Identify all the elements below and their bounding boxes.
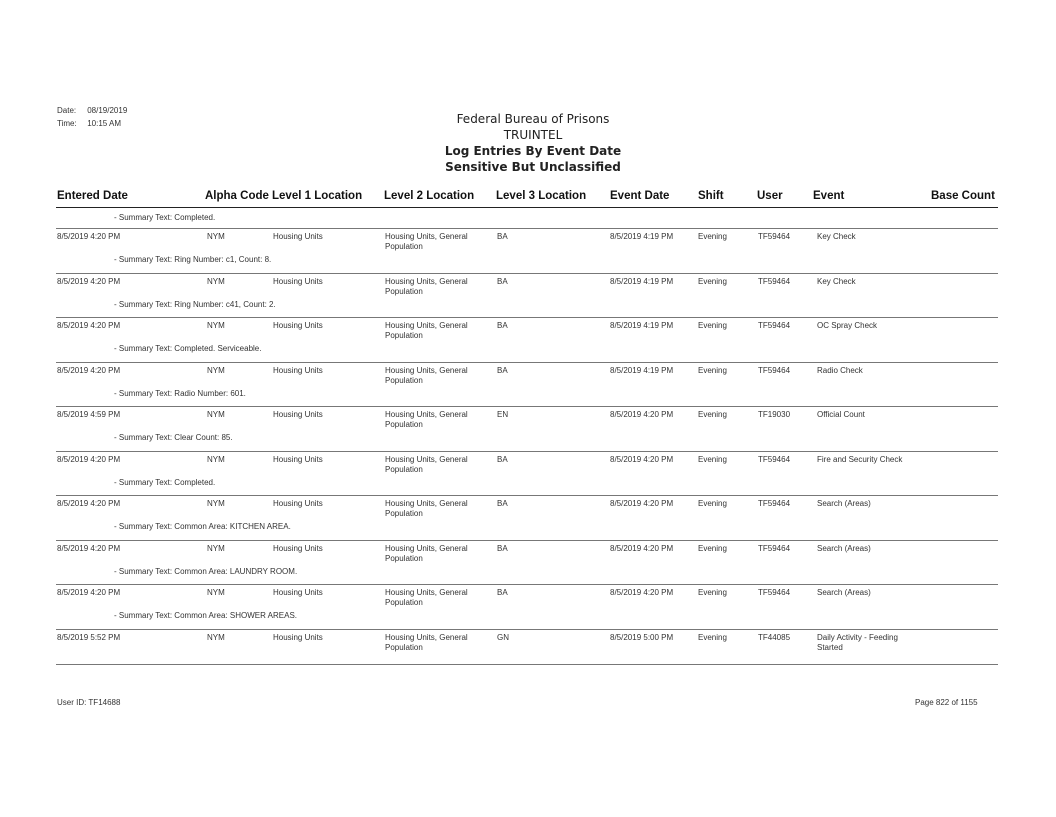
alpha-code-cell: NYM	[207, 588, 225, 597]
shift-cell: Evening	[698, 633, 727, 642]
col-level2-location: Level 2 Location	[384, 190, 475, 202]
header-rule	[56, 207, 998, 208]
level3-location-cell: BA	[497, 588, 508, 597]
summary-text: - Summary Text: Ring Number: c1, Count: 8.	[114, 255, 272, 264]
level3-location-cell: GN	[497, 633, 509, 642]
summary-text: - Summary Text: Clear Count: 85.	[114, 433, 233, 442]
level2-location-cell: Housing Units, General Population	[385, 232, 468, 251]
summary-text: - Summary Text: Radio Number: 601.	[114, 389, 246, 398]
col-alpha-code: Alpha Code	[205, 190, 269, 202]
level2-location-cell: Housing Units, General Population	[385, 633, 468, 652]
entered-date-cell: 8/5/2019 4:20 PM	[57, 277, 121, 286]
level3-location-cell: EN	[497, 410, 509, 419]
event-cell: OC Spray Check	[817, 321, 878, 330]
user-cell: TF44085	[758, 633, 791, 642]
alpha-code-cell: NYM	[207, 366, 225, 375]
user-id-value: TF14688	[88, 698, 121, 707]
footer-user-id	[57, 698, 120, 707]
user-cell: TF59464	[758, 366, 791, 375]
summary-text: - Summary Text: Completed.	[114, 478, 216, 487]
shift-cell: Evening	[698, 588, 727, 597]
alpha-code-cell: NYM	[207, 410, 225, 419]
row-rule	[56, 451, 998, 452]
row-rule	[56, 406, 998, 407]
alpha-code-cell: NYM	[207, 633, 225, 642]
level1-location-cell: Housing Units	[273, 633, 323, 642]
shift-cell: Evening	[698, 321, 727, 330]
user-id-label: User ID:	[57, 698, 87, 707]
user-cell: TF59464	[758, 544, 791, 553]
level2-location-cell: Housing Units, General Population	[385, 410, 468, 429]
level3-location-cell: BA	[497, 277, 508, 286]
level3-location-cell: BA	[497, 544, 508, 553]
summary-text: - Summary Text: Ring Number: c41, Count: 2.	[114, 300, 276, 309]
col-user: User	[757, 190, 783, 202]
row-rule	[56, 629, 998, 630]
event-date-cell: 8/5/2019 4:19 PM	[610, 277, 674, 286]
event-cell: Fire and Security Check	[817, 455, 903, 464]
level1-location-cell: Housing Units	[273, 366, 323, 375]
event-cell: Search (Areas)	[817, 499, 871, 508]
entered-date-cell: 8/5/2019 5:52 PM	[57, 633, 121, 642]
row-rule	[56, 540, 998, 541]
report-titles	[0, 111, 1056, 175]
level1-location-cell: Housing Units	[273, 588, 323, 597]
alpha-code-cell: NYM	[207, 455, 225, 464]
event-date-cell: 8/5/2019 4:20 PM	[610, 544, 674, 553]
summary-text: - Summary Text: Common Area: KITCHEN AREA.	[114, 522, 291, 531]
event-date-cell: 8/5/2019 4:19 PM	[610, 232, 674, 241]
time-label: Time:	[57, 119, 77, 128]
level3-location-cell: BA	[497, 499, 508, 508]
system-title: TRUINTEL	[503, 128, 563, 142]
report-title: Log Entries By Event Date	[444, 144, 622, 158]
entered-date-cell: 8/5/2019 4:59 PM	[57, 410, 121, 419]
alpha-code-cell: NYM	[207, 544, 225, 553]
org-title: Federal Bureau of Prisons	[456, 112, 610, 126]
level2-location-cell: Housing Units, General Population	[385, 544, 468, 563]
user-cell: TF19030	[758, 410, 791, 419]
shift-cell: Evening	[698, 277, 727, 286]
alpha-code-cell: NYM	[207, 277, 225, 286]
level1-location-cell: Housing Units	[273, 544, 323, 553]
shift-cell: Evening	[698, 410, 727, 419]
event-cell: Official Count	[817, 410, 865, 419]
shift-cell: Evening	[698, 455, 727, 464]
col-event-date: Event Date	[610, 190, 670, 202]
page-number: Page 822 of 1155	[915, 698, 978, 707]
summary-text: - Summary Text: Common Area: SHOWER AREAS.	[114, 611, 298, 620]
entered-date-cell: 8/5/2019 4:20 PM	[57, 544, 121, 553]
row-rule	[56, 317, 998, 318]
summary-text: - Summary Text: Completed. Serviceable.	[114, 344, 262, 353]
event-date-cell: 8/5/2019 4:20 PM	[610, 588, 674, 597]
row-rule	[56, 362, 998, 363]
level2-location-cell: Housing Units, General Population	[385, 588, 468, 607]
row-rule	[56, 584, 998, 585]
user-cell: TF59464	[758, 499, 791, 508]
user-cell: TF59464	[758, 321, 791, 330]
level2-location-cell: Housing Units, General Population	[385, 277, 468, 296]
col-base-count: Base Count	[931, 190, 995, 202]
leading-summary: - Summary Text: Completed.	[114, 213, 216, 222]
row-rule	[56, 228, 998, 229]
level3-location-cell: BA	[497, 321, 508, 330]
date-label: Date:	[57, 106, 77, 115]
event-date-cell: 8/5/2019 4:20 PM	[610, 499, 674, 508]
user-cell: TF59464	[758, 455, 791, 464]
entered-date-cell: 8/5/2019 4:20 PM	[57, 499, 121, 508]
col-shift: Shift	[698, 190, 724, 202]
level1-location-cell: Housing Units	[273, 232, 323, 241]
col-entered-date: Entered Date	[57, 190, 128, 202]
user-cell: TF59464	[758, 232, 791, 241]
level3-location-cell: BA	[497, 232, 508, 241]
level1-location-cell: Housing Units	[273, 410, 323, 419]
level3-location-cell: BA	[497, 455, 508, 464]
event-cell: Radio Check	[817, 366, 863, 375]
col-event: Event	[813, 190, 845, 202]
time-value: 10:15 AM	[87, 119, 122, 128]
event-cell: Search (Areas)	[817, 544, 871, 553]
level1-location-cell: Housing Units	[273, 499, 323, 508]
user-cell: TF59464	[758, 277, 791, 286]
shift-cell: Evening	[698, 544, 727, 553]
event-cell: Daily Activity - Feeding Started	[817, 633, 898, 652]
entered-date-cell: 8/5/2019 4:20 PM	[57, 321, 121, 330]
level3-location-cell: BA	[497, 366, 508, 375]
entered-date-cell: 8/5/2019 4:20 PM	[57, 588, 121, 597]
shift-cell: Evening	[698, 366, 727, 375]
level2-location-cell: Housing Units, General Population	[385, 499, 468, 518]
event-cell: Search (Areas)	[817, 588, 871, 597]
row-rule	[56, 495, 998, 496]
event-cell: Key Check	[817, 232, 856, 241]
event-date-cell: 8/5/2019 5:00 PM	[610, 633, 674, 642]
date-value: 08/19/2019	[87, 106, 128, 115]
event-date-cell: 8/5/2019 4:19 PM	[610, 366, 674, 375]
col-level1-location: Level 1 Location	[272, 190, 363, 202]
entered-date-cell: 8/5/2019 4:20 PM	[57, 366, 121, 375]
event-date-cell: 8/5/2019 4:20 PM	[610, 410, 674, 419]
shift-cell: Evening	[698, 232, 727, 241]
user-cell: TF59464	[758, 588, 791, 597]
summary-text: - Summary Text: Common Area: LAUNDRY ROOM.	[114, 567, 298, 576]
alpha-code-cell: NYM	[207, 321, 225, 330]
alpha-code-cell: NYM	[207, 232, 225, 241]
level2-location-cell: Housing Units, General Population	[385, 366, 468, 385]
level1-location-cell: Housing Units	[273, 277, 323, 286]
col-level3-location: Level 3 Location	[496, 190, 587, 202]
event-date-cell: 8/5/2019 4:19 PM	[610, 321, 674, 330]
event-date-cell: 8/5/2019 4:20 PM	[610, 455, 674, 464]
row-rule	[56, 273, 998, 274]
alpha-code-cell: NYM	[207, 499, 225, 508]
table-end-rule	[56, 664, 998, 665]
entered-date-cell: 8/5/2019 4:20 PM	[57, 455, 121, 464]
shift-cell: Evening	[698, 499, 727, 508]
level2-location-cell: Housing Units, General Population	[385, 321, 468, 340]
classification-title: Sensitive But Unclassified	[445, 160, 621, 174]
level2-location-cell: Housing Units, General Population	[385, 455, 468, 474]
level1-location-cell: Housing Units	[273, 321, 323, 330]
entered-date-cell: 8/5/2019 4:20 PM	[57, 232, 121, 241]
event-cell: Key Check	[817, 277, 856, 286]
level1-location-cell: Housing Units	[273, 455, 323, 464]
